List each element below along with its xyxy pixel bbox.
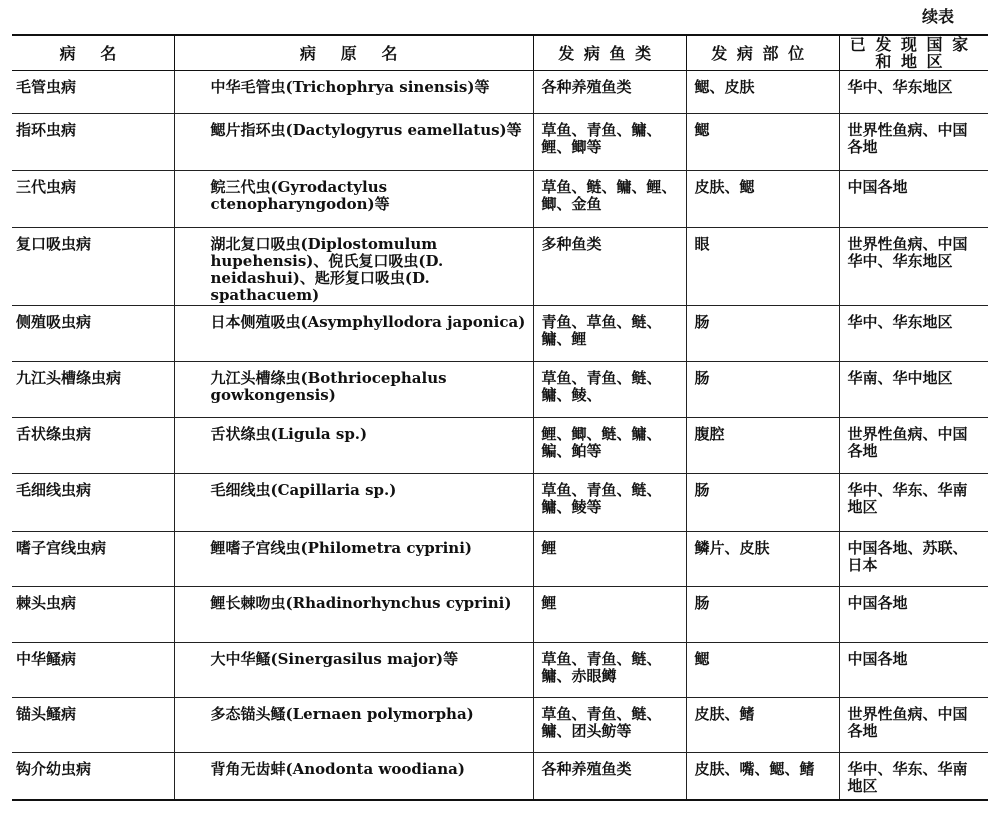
header-pathogen-name: 病 原 名: [174, 35, 533, 71]
disease-name-cell: 钩介幼虫病: [12, 753, 174, 800]
affected-site-cell: 眼: [686, 228, 839, 306]
region-cell: 华中、华东地区: [839, 71, 988, 114]
affected-site-cell: 皮肤、鳍: [686, 698, 839, 753]
affected-fish-cell: 鲤、鲫、鲢、鳙、鳊、鲌等: [533, 418, 686, 474]
table-row: [12, 418, 988, 474]
region-cell: 中国各地: [839, 171, 988, 228]
affected-site-cell: 皮肤、鳃: [686, 171, 839, 228]
affected-fish-cell: 草鱼、青鱼、鲢、鳙、鲮等: [533, 474, 686, 532]
affected-site-cell: 鳃、皮肤: [686, 71, 839, 114]
pathogen-cell: 鲤长棘吻虫(Rhadinorhynchus cyprini): [174, 587, 533, 643]
table-row: [12, 753, 988, 800]
disease-name-cell: 指环虫病: [12, 114, 174, 171]
affected-site-cell: 肠: [686, 587, 839, 643]
region-cell: 华中、华东地区: [839, 306, 988, 362]
pathogen-cell: 九江头槽绦虫(Bothriocephalus gowkongensis): [174, 362, 533, 418]
affected-fish-cell: 各种养殖鱼类: [533, 753, 686, 800]
disease-name-cell: 中华鳋病: [12, 643, 174, 698]
header-affected-site: 发病部位: [686, 35, 839, 71]
table-row: [12, 362, 988, 418]
pathogen-cell: 舌状绦虫(Ligula sp.): [174, 418, 533, 474]
affected-fish-cell: 青鱼、草鱼、鲢、鳙、鲤: [533, 306, 686, 362]
disease-name-cell: 嗜子宫线虫病: [12, 532, 174, 587]
disease-name-cell: 毛细线虫病: [12, 474, 174, 532]
disease-name-cell: 毛管虫病: [12, 71, 174, 114]
pathogen-cell: 鲤嗜子宫线虫(Philometra cyprini): [174, 532, 533, 587]
affected-site-cell: 鳃: [686, 643, 839, 698]
disease-name-cell: 复口吸虫病: [12, 228, 174, 306]
region-cell: 世界性鱼病、中国各地: [839, 698, 988, 753]
affected-fish-cell: 草鱼、青鱼、鲢、鳙、赤眼鳟: [533, 643, 686, 698]
affected-fish-cell: 草鱼、青鱼、鳙、鲤、鲫等: [533, 114, 686, 171]
pathogen-cell: 鳃片指环虫(Dactylogyrus eamellatus)等: [174, 114, 533, 171]
disease-name-cell: 九江头槽绦虫病: [12, 362, 174, 418]
region-cell: 世界性鱼病、中国各地: [839, 418, 988, 474]
region-cell: 华中、华东、华南地区: [839, 474, 988, 532]
disease-name-cell: 棘头虫病: [12, 587, 174, 643]
table-header-row: [12, 35, 988, 71]
region-cell: 华南、华中地区: [839, 362, 988, 418]
region-cell: 世界性鱼病、中国华中、华东地区: [839, 228, 988, 306]
table-row: [12, 171, 988, 228]
table-row: [12, 698, 988, 753]
pathogen-cell: 湖北复口吸虫(Diplostomulum hupehensis)、倪氏复口吸虫(D. neidashui)、匙形复口吸虫(D. spathacuem): [174, 228, 533, 306]
affected-site-cell: 鳃: [686, 114, 839, 171]
disease-name-cell: 锚头鳋病: [12, 698, 174, 753]
disease-name-cell: 侧殖吸虫病: [12, 306, 174, 362]
affected-fish-cell: 草鱼、青鱼、鲢、鳙、鲮、: [533, 362, 686, 418]
affected-fish-cell: 鲤: [533, 532, 686, 587]
table-row: [12, 474, 988, 532]
affected-site-cell: 肠: [686, 474, 839, 532]
affected-fish-cell: 各种养殖鱼类: [533, 71, 686, 114]
header-disease-name: 病 名: [12, 35, 174, 71]
affected-site-cell: 皮肤、嘴、鳃、鳍: [686, 753, 839, 800]
region-cell: 中国各地: [839, 643, 988, 698]
pathogen-cell: 毛细线虫(Capillaria sp.): [174, 474, 533, 532]
affected-fish-cell: 草鱼、青鱼、鲢、鳙、团头鲂等: [533, 698, 686, 753]
disease-name-cell: 三代虫病: [12, 171, 174, 228]
affected-fish-cell: 多种鱼类: [533, 228, 686, 306]
table-row: [12, 71, 988, 114]
affected-site-cell: 腹腔: [686, 418, 839, 474]
table-row: [12, 532, 988, 587]
table-row: [12, 114, 988, 171]
header-affected-fish: 发病鱼类: [533, 35, 686, 71]
pathogen-cell: 背角无齿蚌(Anodonta woodiana): [174, 753, 533, 800]
fish-disease-table: [12, 34, 988, 801]
pathogen-cell: 日本侧殖吸虫(Asymphyllodora japonica): [174, 306, 533, 362]
region-cell: 中国各地、苏联、日本: [839, 532, 988, 587]
affected-site-cell: 鳞片、皮肤: [686, 532, 839, 587]
region-cell: 世界性鱼病、中国各地: [839, 114, 988, 171]
pathogen-cell: 中华毛管虫(Trichophrya sinensis)等: [174, 71, 533, 114]
pathogen-cell: 多态锚头鳋(Lernaen polymorpha): [174, 698, 533, 753]
table-row: [12, 643, 988, 698]
pathogen-cell: 鲩三代虫(Gyrodactylus ctenopharyngodon)等: [174, 171, 533, 228]
continued-label: 续表: [921, 7, 954, 26]
table-row: [12, 228, 988, 306]
affected-fish-cell: 草鱼、鲢、鳙、鲤、鲫、金鱼: [533, 171, 686, 228]
header-regions: 已发现国家和地区: [839, 35, 988, 71]
affected-site-cell: 肠: [686, 362, 839, 418]
pathogen-cell: 大中华鳋(Sinergasilus major)等: [174, 643, 533, 698]
region-cell: 华中、华东、华南地区: [839, 753, 988, 800]
table-row: [12, 306, 988, 362]
affected-fish-cell: 鲤: [533, 587, 686, 643]
affected-site-cell: 肠: [686, 306, 839, 362]
disease-name-cell: 舌状绦虫病: [12, 418, 174, 474]
region-cell: 中国各地: [839, 587, 988, 643]
table-row: [12, 587, 988, 643]
